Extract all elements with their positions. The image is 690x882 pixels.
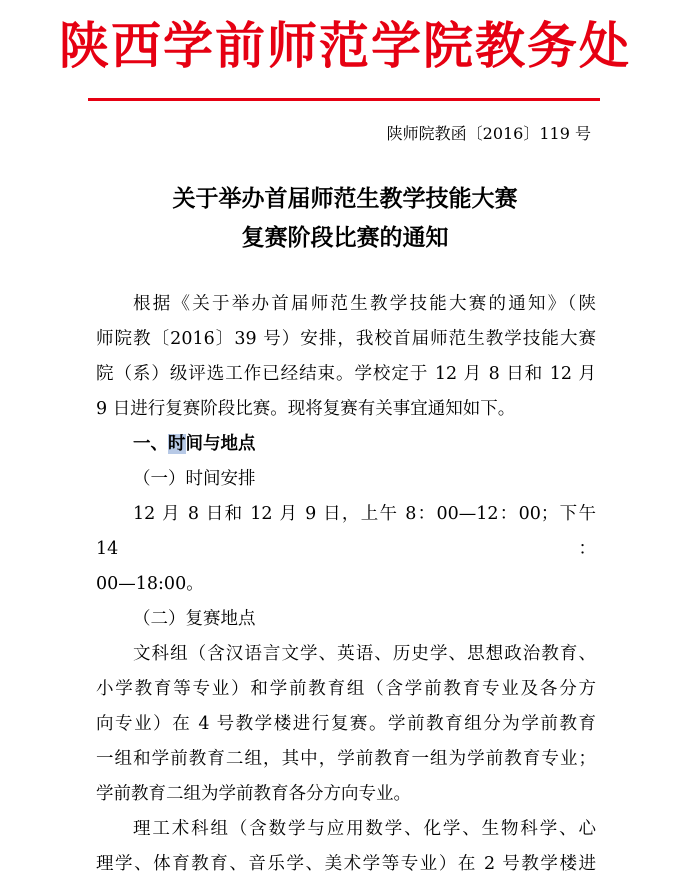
science-group-line-2: 理学、体育教育、音乐学、美术学等专业）在 2 号教学楼进: [96, 854, 596, 874]
section-heading-text: 间与地点: [185, 434, 256, 454]
arts-group-line-1: 文科组（含汉语言文学、英语、历史学、思想政治教育、: [133, 644, 596, 664]
text-selection-highlight[interactable]: 时: [168, 434, 186, 454]
notice-body: [96, 287, 596, 882]
subsection-venue: （二）复赛地点: [133, 609, 256, 629]
intro-line-1: 根据《关于举办首届师范生教学技能大赛的通知》（陕: [133, 294, 596, 314]
arts-group-line-4: 一组和学前教育二组，其中，学前教育一组为学前教育专业；: [96, 749, 596, 769]
notice-title-line-1: 关于举办首届师范生教学技能大赛: [172, 186, 518, 212]
arts-group-line-3: 向专业）在 4 号教学楼进行复赛。学前教育组分为学前教育: [96, 714, 596, 734]
document-number: 陕师院教函〔2016〕119 号: [386, 124, 591, 143]
schedule-line-1: 12 月 8 日和 12 月 9 日，上午 8：00—12：00；下午 14：: [96, 504, 596, 559]
subsection-time-schedule: （一）时间安排: [133, 469, 256, 489]
science-group-line-1: 理工术科组（含数学与应用数学、化学、生物科学、心: [133, 819, 596, 839]
arts-group-line-2: 小学教育等专业）和学前教育组（含学前教育专业及各分方: [96, 679, 596, 699]
notice-title-line-2: 复赛阶段比赛的通知: [241, 225, 449, 251]
arts-group-line-5: 学前教育二组为学前教育各分方向专业。: [96, 784, 411, 804]
schedule-line-2: 00—18:00。: [96, 574, 204, 594]
issuing-organization: 陕西学前师范学院教务处: [59, 17, 631, 75]
intro-line-3: 院（系）级评选工作已经结束。学校定于 12 月 8 日和 12 月: [96, 364, 596, 384]
intro-line-2: 师院教〔2016〕39 号）安排，我校首届师范生教学技能大赛: [96, 329, 596, 349]
red-header-rule: [88, 98, 600, 101]
section-heading-time-place: [96, 427, 596, 462]
intro-line-4: 9 日进行复赛阶段比赛。现将复赛有关事宜通知如下。: [96, 399, 516, 419]
section-heading-number: 一、: [133, 434, 168, 454]
